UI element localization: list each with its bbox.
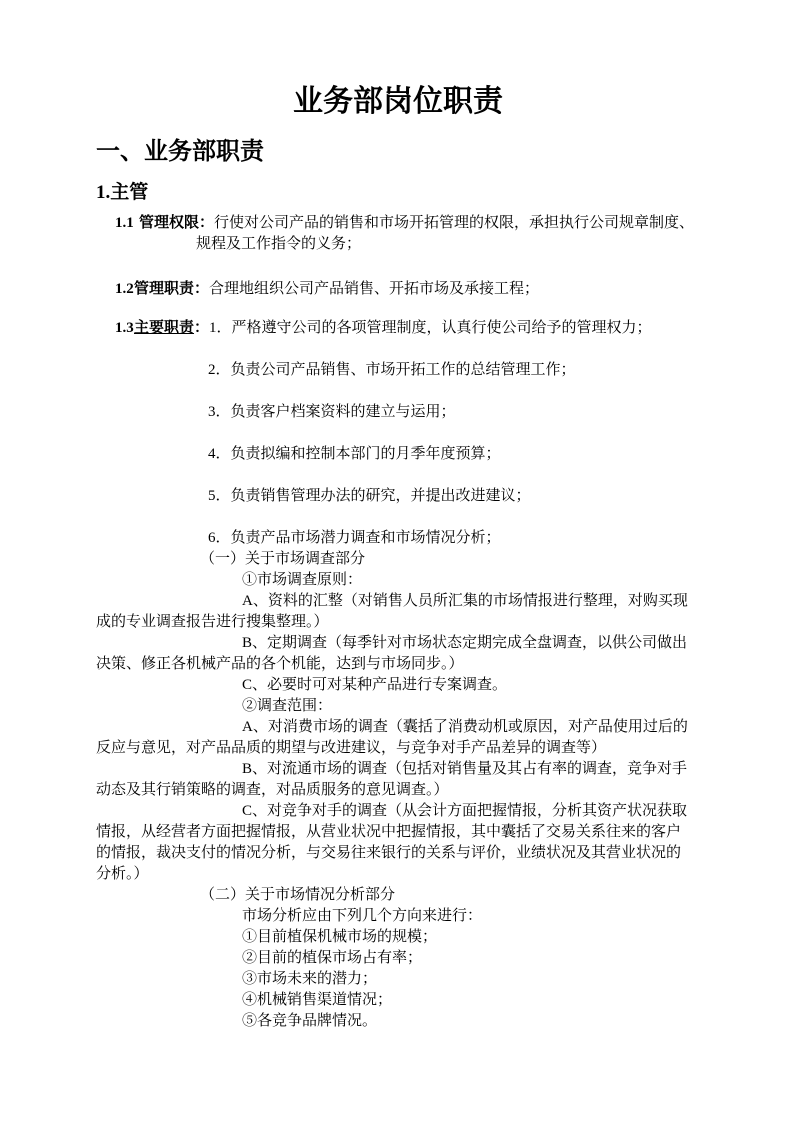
analysis-line: ④机械销售渠道情况； <box>242 992 393 1008</box>
clause-1-1-number: 1.1 <box>115 215 134 231</box>
clause-1-1-line-1 <box>96 213 700 234</box>
duty-item-2: 2．负责公司产品销售、市场开拓工作的总结管理工作； <box>208 362 576 378</box>
analysis-line: ③市场未来的潜力； <box>242 971 378 987</box>
section-heading: 一、业务部职责 <box>96 139 264 165</box>
survey-line: B、对流通市场的调查（包括对销售量及其占有率的调查，竞争对手 <box>242 761 688 777</box>
subsection-heading: 1.主管 <box>96 182 149 203</box>
survey-line: B、定期调查（每季针对市场状态定期完成全盘调查，以供公司做出 <box>242 635 688 651</box>
survey-line: C、必要时可对某种产品进行专案调查。 <box>242 677 508 693</box>
survey-line: 分析。） <box>96 866 149 882</box>
survey-line: 决策、修正各机械产品的各个机能，达到与市场同步。） <box>96 656 464 672</box>
document-title: 业务部岗位职责 <box>293 85 503 118</box>
survey-line: 成的专业调查报告进行搜集整理。） <box>96 614 329 630</box>
clause-1-2-number: 1.2 <box>115 281 134 297</box>
analysis-line: 市场分析应由下列几个方向来进行： <box>242 908 483 924</box>
duty-item-6: 6．负责产品市场潜力调查和市场情况分析； <box>208 530 501 546</box>
survey-line: 反应与意见，对产品品质的期望与改进建议，与竞争对手产品差异的调查等） <box>96 740 607 756</box>
duty-item-4: 4．负责拟编和控制本部门的月季年度预算； <box>208 446 501 462</box>
duty-item-1: 1．严格遵守公司的各项管理制度，认真行使公司给予的管理权力； <box>209 320 652 336</box>
clause-1-1-line-2: 规程及工作指令的义务； <box>196 236 362 252</box>
clause-1-3-number: 1.3 <box>115 320 134 336</box>
clause-1-1-label: 管理权限： <box>139 215 215 231</box>
clause-1-2-line <box>96 279 700 300</box>
survey-section-heading: （一）关于市场调查部分 <box>200 551 366 567</box>
survey-line: 动态及其行销策略的调查，对品质服务的意见调查。） <box>96 782 449 798</box>
analysis-line: ⑤各竞争品牌情况。 <box>242 1013 378 1029</box>
clause-1-3-colon: ： <box>194 320 210 336</box>
survey-line: A、对消费市场的调查（囊括了消费动机或原因，对产品使用过后的 <box>242 719 688 735</box>
survey-line: C、对竞争对手的调查（从会计方面把握情报，分析其资产状况获取 <box>242 803 688 819</box>
clause-1-3-label: 主要职责 <box>134 320 195 336</box>
survey-line: A、资料的汇整（对销售人员所汇集的市场情报进行整理，对购买现 <box>242 593 688 609</box>
survey-line: 情报，从经营者方面把握情报，从营业状况中把握情报，其中囊括了交易关系往来的客户 <box>96 824 682 840</box>
analysis-line: ①目前植保机械市场的规模； <box>242 929 438 945</box>
analysis-section-heading: （二）关于市场情况分析部分 <box>200 887 396 903</box>
duty-item-3: 3．负责客户档案资料的建立与运用； <box>208 404 456 420</box>
clause-1-2-label: 管理职责： <box>134 281 210 297</box>
clause-1-2-text: 合理地组织公司产品销售、开拓市场及承接工程； <box>209 281 540 297</box>
clause-1-1-text: 行使对公司产品的销售和市场开拓管理的权限，承担执行公司规章制度、 <box>214 215 695 231</box>
survey-line: ①市场调查原则： <box>242 572 363 588</box>
analysis-line: ②目前的植保市场占有率； <box>242 950 423 966</box>
survey-line: ②调查范围： <box>242 698 333 714</box>
survey-line: 的情报，裁决支付的情况分析，与交易往来银行的关系与评价，业绩状况及其营业状况的 <box>96 845 682 861</box>
duty-item-5: 5．负责销售管理办法的研究，并提出改进建议； <box>208 488 531 504</box>
clause-1-3-line <box>96 318 700 339</box>
